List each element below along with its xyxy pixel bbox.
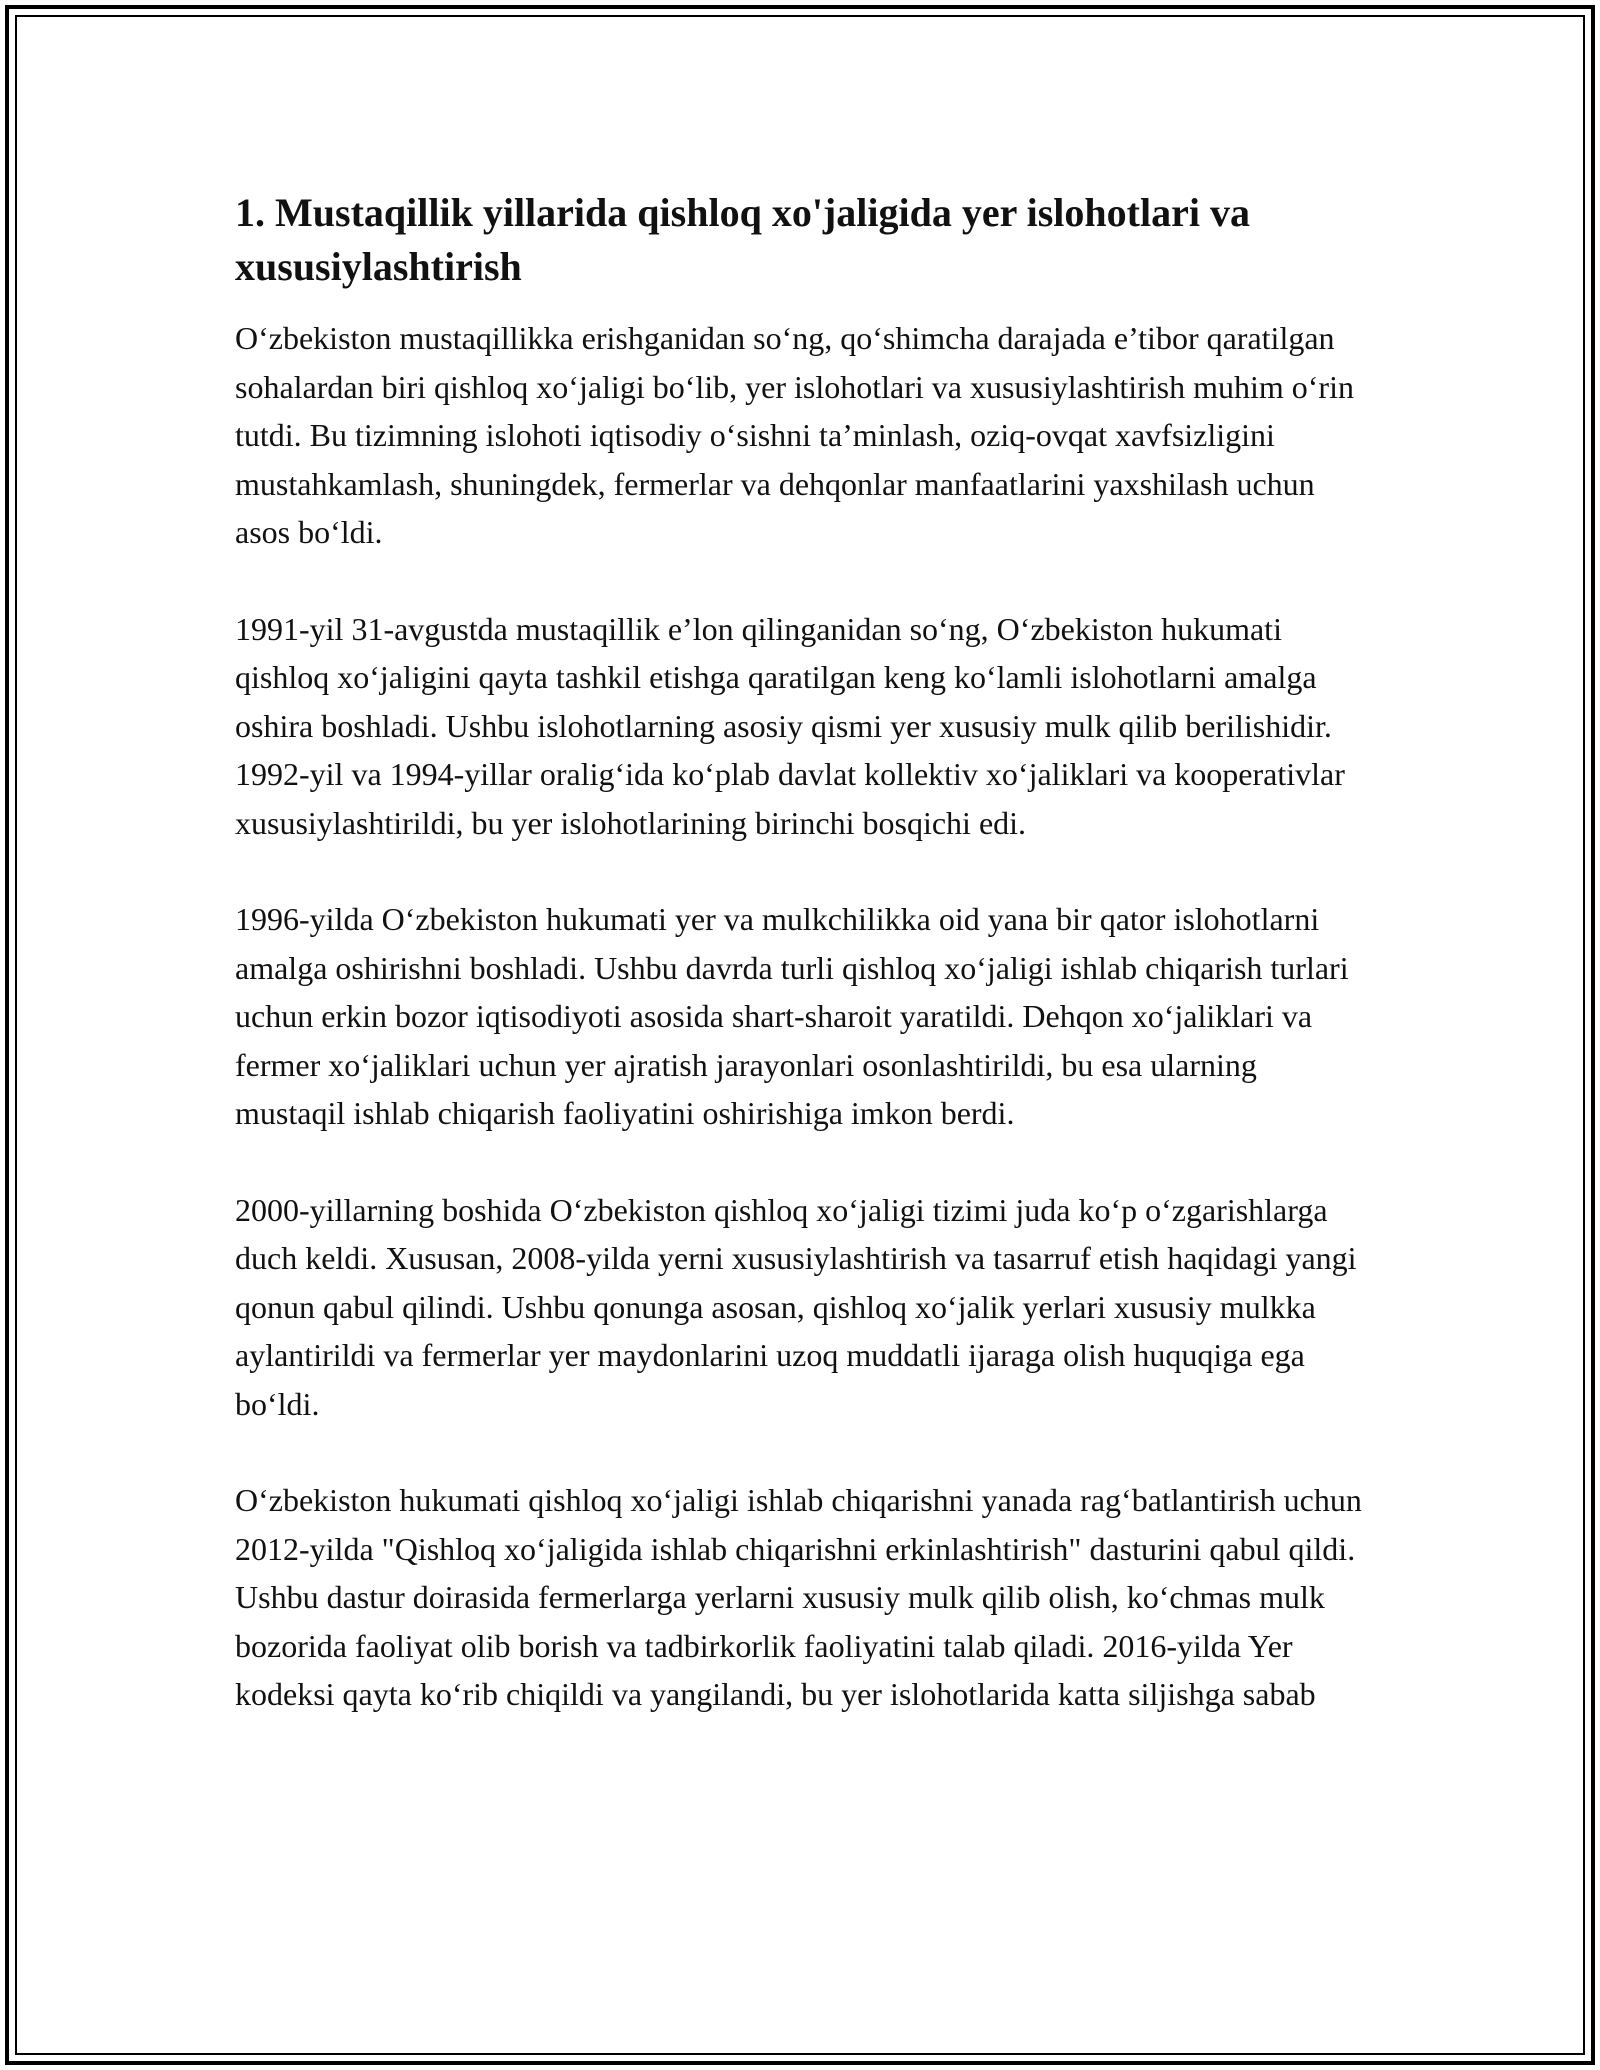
paragraph-4: 2000-yillarning boshida O‘zbekiston qishloq xo‘jaligi tizimi juda ko‘p o‘zgarishlarga duch keldi. Xususan, 2008-yilda yerni xususiylashtirish va tasarruf etish haqidagi yangi qonun qabul qilindi. Ushbu qonunga asosan, qishloq xo‘jalik yerlari xususiy mulkka aylantirildi va fermerlar yer maydonlarini uzoq muddatli ijaraga olish huquqiga ega bo‘ldi.: [235, 1191, 1357, 1422]
paragraph-3: 1996-yilda O‘zbekiston hukumati yer va mulkchilikka oid yana bir qator islohotlarni amalga oshirishni boshladi. Ushbu davrda turli qishloq xo‘jaligi ishlab chiqarish turlari uchun erkin bozor iqtisodiyoti asosida shart-sharoit yaratildi. Dehqon xo‘jaliklari va fermer xo‘jaliklari uchun yer ajratish jarayonlari osonlashtirildi, bu esa ularning mustaqil ishlab chiqarish faoliyatini oshirishiga imkon berdi.: [235, 901, 1349, 1131]
paragraph-2: 1991-yil 31-avgustda mustaqillik e’lon qilinganidan so‘ng, O‘zbekiston hukumati qishloq xo‘jaligini qayta tashkil etishga qaratilgan keng ko‘lamli islohotlarni amalga oshira boshladi. Ushbu islohotlarning asosiy qismi yer xususiy mulk qilib berilishidir. 1992-yil va 1994-yillar oralig‘ida ko‘plab davlat kollektiv xo‘jaliklari va kooperativlar xususiylashtirildi, bu yer islohotlarining birinchi bosqichi edi.: [235, 610, 1345, 841]
document-title: 1. Mustaqillik yillarida qishloq xo'jaligida yer islohotlari va xususiylashtirish: [235, 190, 1250, 289]
document-body: [235, 186, 1365, 1767]
paragraph-1: O‘zbekiston mustaqillikka erishganidan so‘ng, qo‘shimcha darajada e’tibor qaratilgan sohalardan biri qishloq xo‘jaligi bo‘lib, yer islohotlari va xususiylashtirish muhim o‘rin tutdi. Bu tizimning islohoti iqtisodiy o‘sishni ta’minlash, oziq-ovqat xavfsizligini mustahkamlash, shuningdek, fermerlar va dehqonlar manfaatlarini yaxshilash uchun asos bo‘ldi.: [235, 320, 1354, 550]
paragraph-5: O‘zbekiston hukumati qishloq xo‘jaligi ishlab chiqarishni yanada rag‘batlantirish uchun 2012-yilda "Qishloq xo‘jaligida ishlab chiqarishni erkinlashtirish" dasturini qabul qildi. Ushbu dastur doirasida fermerlarga yerlarni xususiy mulk qilib olish, ko‘chmas mulk bozorida faoliyat olib borish va tadbirkorlik faoliyatini talab qiladi. 2016-yilda Yer kodeksi qayta ko‘rib chiqildi va yangilandi, bu yer islohotlarida katta siljishga sabab: [235, 1482, 1362, 1712]
